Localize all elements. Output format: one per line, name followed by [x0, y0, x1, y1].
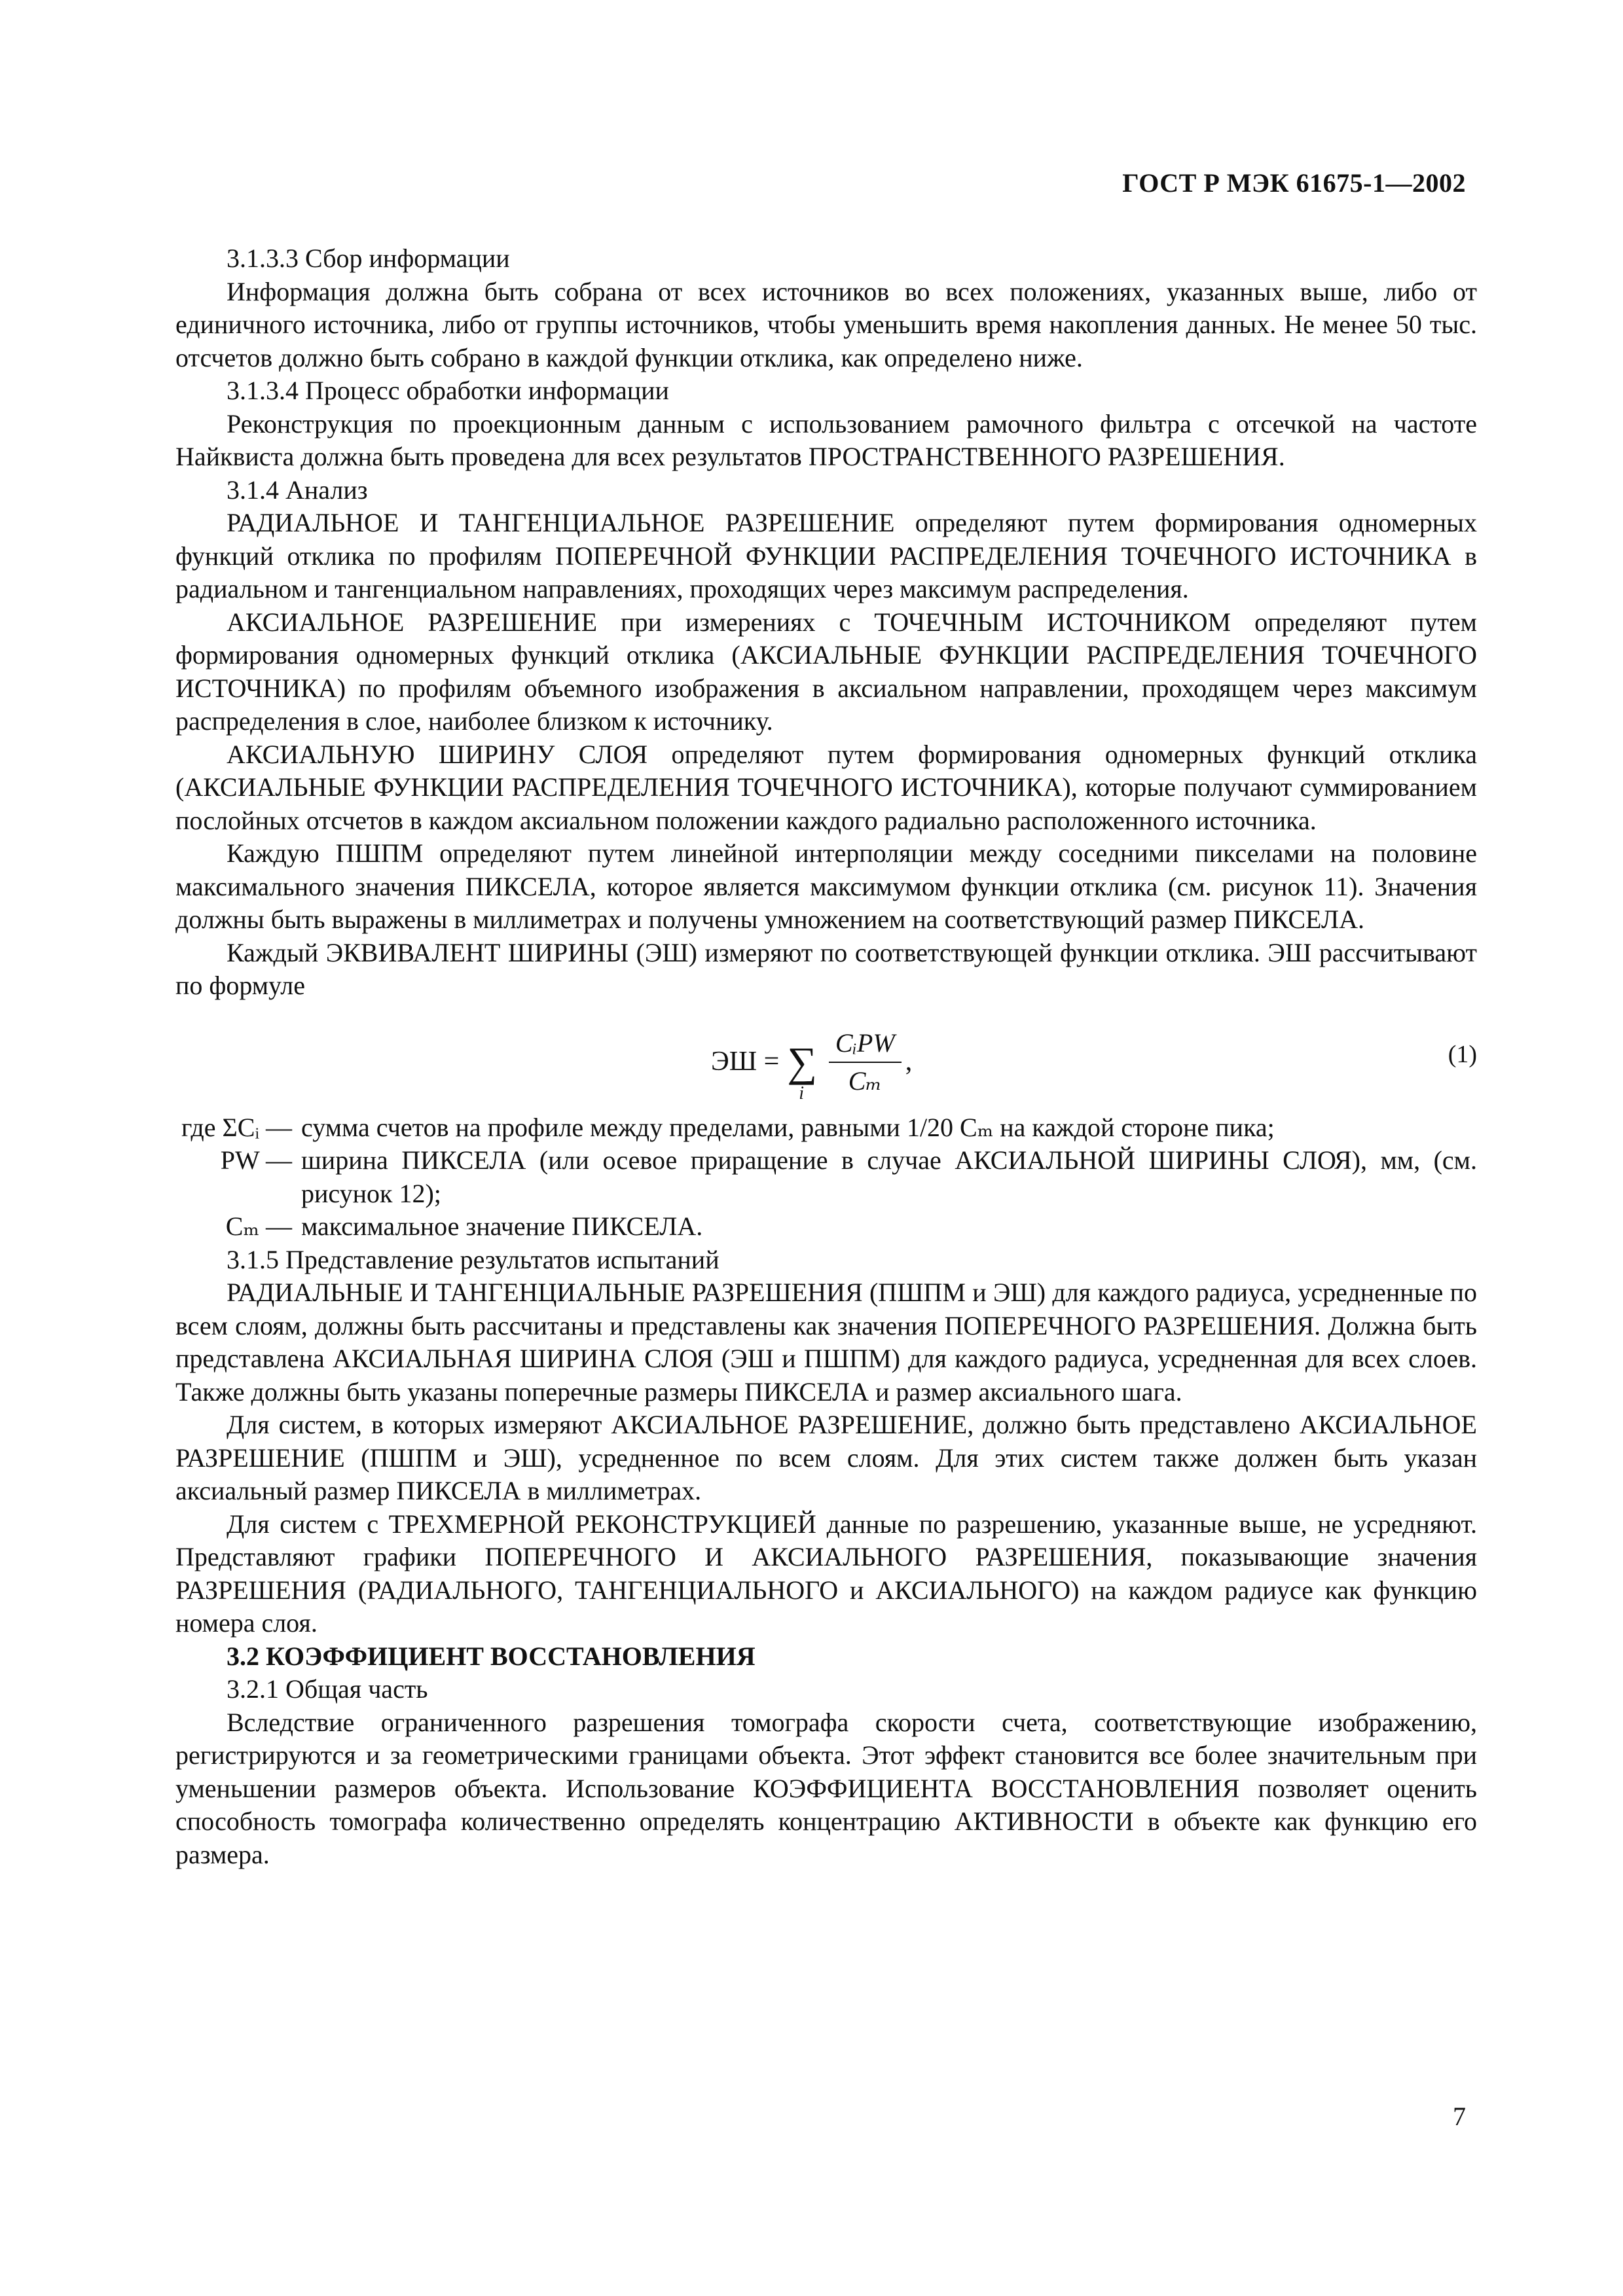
document-header: ГОСТ Р МЭК 61675-1—2002	[1122, 168, 1466, 198]
heading-3-1-4: 3.1.4 Анализ	[227, 475, 368, 505]
heading-3-2: 3.2 КОЭФФИЦИЕНТ ВОССТАНОВЛЕНИЯ	[227, 1641, 756, 1671]
formula-expression	[711, 1026, 913, 1103]
formula-comma: ,	[905, 1047, 913, 1077]
page-number: 7	[1453, 2102, 1466, 2131]
definition-text: сумма счетов на профиле между пределами, равными 1/20 Cₘ на каждой стороне пика;	[301, 1112, 1275, 1142]
sum-symbol	[787, 1038, 817, 1103]
definition-term: где ΣCᵢ —	[181, 1112, 292, 1142]
paragraph: АКСИАЛЬНОЕ РАЗРЕШЕНИЕ при измерениях с ТОЧЕЧНЫМ ИСТОЧНИКОМ определяют путем формирования одномерных функций отклика (АКСИАЛЬНЫЕ ФУНКЦИИ РАСПРЕДЕЛЕНИЯ ТОЧЕЧНОГО ИСТОЧНИКА) по профилям объемного изображения в аксиальном направлении, проходящем через максимум распределения в слое, наиболее близком к источнику.	[175, 607, 1477, 736]
paragraph: Реконструкция по проекционным данным с использованием рамочного фильтра с отсечкой на частоте Найквиста должна быть проведена для всех результатов ПРОСТРАНСТВЕННОГО РАЗРЕШЕНИЯ.	[175, 408, 1477, 471]
paragraph: Для систем, в которых измеряют АКСИАЛЬНОЕ РАЗРЕШЕНИЕ, должно быть представлено АКСИАЛЬНОЕ РАЗРЕШЕНИЕ (ПШПМ и ЭШ), усредненное по всем слоям. Для этих систем также должен быть указан аксиальный размер ПИКСЕЛА в миллиметрах.	[175, 1410, 1477, 1505]
heading-3-2-1: 3.2.1 Общая часть	[227, 1674, 428, 1704]
formula-1	[175, 1009, 1477, 1107]
document-body	[175, 242, 1477, 1871]
heading-3-1-3-4: 3.1.3.4 Процесс обработки информации	[227, 376, 669, 405]
equation-number: (1)	[1448, 1040, 1477, 1068]
paragraph: Информация должна быть собрана от всех источников во всех положениях, указанных выше, либо от единичного источника, либо от группы источников, чтобы уменьшить время накопления данных. Не менее 50 тыс. отсчетов должно быть собрано в каждой функции отклика, как определено ниже.	[175, 276, 1477, 372]
definition-term: PW —	[220, 1145, 292, 1175]
formula-fraction	[829, 1028, 902, 1097]
definition-item	[175, 1111, 1477, 1145]
formula-definitions	[175, 1111, 1477, 1244]
paragraph: Каждую ПШПМ определяют путем линейной интерполяции между соседними пикселами на половине максимального значения ПИКСЕЛА, которое является максимумом функции отклика (см. рисунок 11). Значения должны быть выражены в миллиметрах и получены умножением на соответствующий размер ПИКСЕЛА.	[175, 838, 1477, 934]
paragraph: РАДИАЛЬНЫЕ И ТАНГЕНЦИАЛЬНЫЕ РАЗРЕШЕНИЯ (ПШПМ и ЭШ) для каждого радиуса, усредненные по всем слоям, должны быть рассчитаны и представлены как значения ПОПЕРЕЧНОГО РАЗРЕШЕНИЯ. Должна быть представлена АКСИАЛЬНАЯ ШИРИНА СЛОЯ (ЭШ и ПШПМ) для каждого радиуса, усредненная для всех слоев. Также должны быть указаны поперечные размеры ПИКСЕЛА и размер аксиального шага.	[175, 1278, 1477, 1407]
sum-index: i	[799, 1083, 805, 1103]
sum-sign: ∑	[787, 1038, 817, 1085]
definition-item	[175, 1210, 1477, 1244]
heading-3-1-3-3: 3.1.3.3 Сбор информации	[227, 243, 510, 273]
top-paragraphs	[175, 242, 1477, 1003]
bottom-paragraphs	[175, 1244, 1477, 1872]
definition-item	[175, 1144, 1477, 1210]
definition-text: максимальное значение ПИКСЕЛА.	[301, 1211, 703, 1241]
fraction-denominator: Cₘ	[848, 1066, 882, 1096]
paragraph: Каждый ЭКВИВАЛЕНТ ШИРИНЫ (ЭШ) измеряют по соответствующей функции отклика. ЭШ рассчитывают по формуле	[175, 937, 1477, 1000]
fraction-numerator: CᵢPW	[829, 1028, 902, 1063]
paragraph: Для систем с ТРЕХМЕРНОЙ РЕКОНСТРУКЦИЕЙ данные по разрешению, указанные выше, не усредняют. Представляют графики ПОПЕРЕЧНОГО И АКСИАЛЬНОГО РАЗРЕШЕНИЯ, показывающие значения РАЗРЕШЕНИЯ (РАДИАЛЬНОГО, ТАНГЕНЦИАЛЬНОГО и АКСИАЛЬНОГО) на каждом радиусе как функцию номера слоя.	[175, 1509, 1477, 1638]
definition-text: ширина ПИКСЕЛА (или осевое приращение в случае АКСИАЛЬНОЙ ШИРИНЫ СЛОЯ), мм, (см. рисунок 12);	[301, 1145, 1477, 1208]
formula-lhs: ЭШ =	[711, 1047, 780, 1077]
paragraph: Вследствие ограниченного разрешения томографа скорости счета, соответствующие изображению, регистрируются и за геометрическими границами объекта. Этот эффект становится все более значительным при уменьшении размеров объекта. Использование КОЭФФИЦИЕНТА ВОССТАНОВЛЕНИЯ позволяет оценить способность томографа количественно определять концентрацию АКТИВНОСТИ в объекте как функцию его размера.	[175, 1707, 1477, 1869]
heading-3-1-5: 3.1.5 Представление результатов испытаний	[227, 1244, 720, 1274]
paragraph: АКСИАЛЬНУЮ ШИРИНУ СЛОЯ определяют путем формирования одномерных функций отклика (АКСИАЛЬНЫЕ ФУНКЦИИ РАСПРЕДЕЛЕНИЯ ТОЧЕЧНОГО ИСТОЧНИКА), которые получают суммированием послойных отсчетов в каждом аксиальном положении каждого радиально расположенного источника.	[175, 739, 1477, 835]
definition-term: Cₘ —	[225, 1211, 292, 1241]
paragraph: РАДИАЛЬНОЕ И ТАНГЕНЦИАЛЬНОЕ РАЗРЕШЕНИЕ определяют путем формирования одномерных функций отклика по профилям ПОПЕРЕЧНОЙ ФУНКЦИИ РАСПРЕДЕЛЕНИЯ ТОЧЕЧНОГО ИСТОЧНИКА в радиальном и тангенциальном направлениях, проходящих через максимум распределения.	[175, 508, 1477, 603]
